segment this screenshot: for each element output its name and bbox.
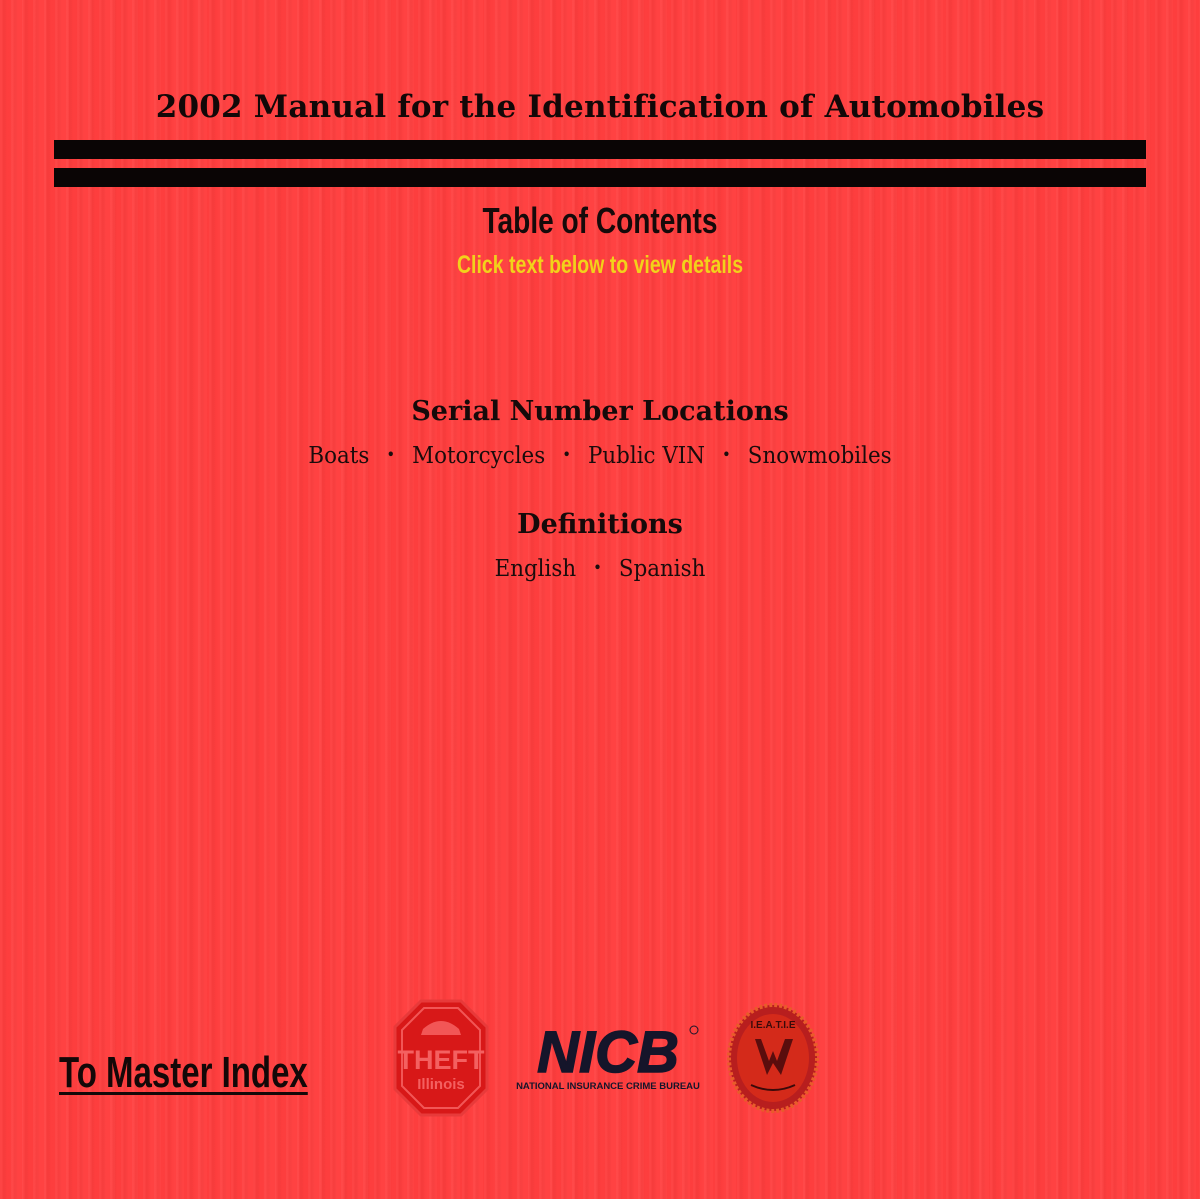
master-index-link[interactable]: To Master Index (59, 1048, 308, 1097)
svg-text:THEFT: THEFT (397, 1045, 485, 1075)
bullet-separator: • (593, 558, 602, 577)
bullet-separator: • (386, 445, 396, 464)
motorcycles-link[interactable]: Motorcycles (412, 443, 546, 469)
header-rule-bottom (54, 168, 1146, 187)
boats-link[interactable]: Boats (308, 443, 370, 469)
svg-text:Illinois: Illinois (417, 1076, 465, 1093)
snowmobiles-link[interactable]: Snowmobiles (747, 443, 892, 469)
svg-text:NATIONAL INSURANCE CRIME BUREA: NATIONAL INSURANCE CRIME BUREAU (516, 1081, 700, 1092)
serial-number-links (42, 443, 1158, 469)
bullet-separator: • (721, 445, 731, 464)
toc-heading: Table of Contents (482, 200, 718, 241)
spanish-link[interactable]: Spanish (618, 556, 706, 582)
public-vin-link[interactable]: Public VIN (588, 443, 705, 469)
toc-instruction: Click text below to view details (456, 251, 744, 279)
serial-number-locations-heading: Serial Number Locations (411, 396, 789, 427)
page-title: 2002 Manual for the Identification of Automobiles (155, 89, 1045, 125)
bullet-separator: • (562, 445, 571, 464)
definitions-heading: Definitions (517, 509, 683, 540)
english-link[interactable]: English (494, 556, 577, 582)
theft-illinois-logo (393, 999, 489, 1117)
association-seal-logo (727, 1003, 819, 1113)
svg-text:NICB: NICB (537, 1022, 679, 1085)
nicb-logo (514, 1022, 702, 1094)
svg-text:I.E.A.T.I.E: I.E.A.T.I.E (750, 1020, 796, 1031)
definitions-links (42, 556, 1158, 582)
header-rule-top (54, 140, 1146, 159)
